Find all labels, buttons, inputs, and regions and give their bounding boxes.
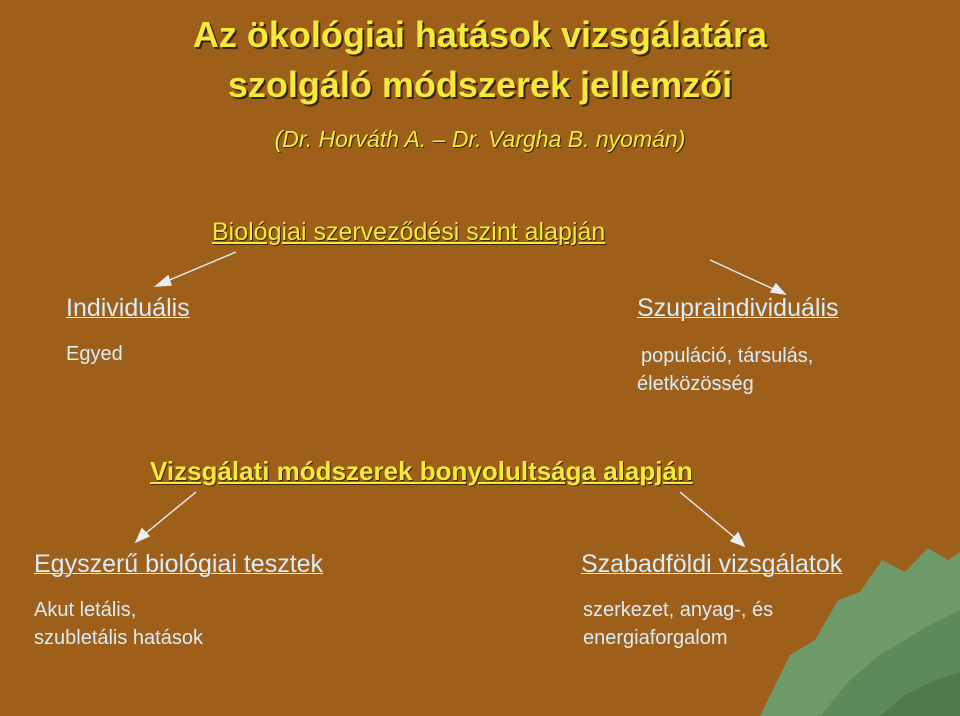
individualis-label: Individuális xyxy=(66,294,190,322)
title-line-2: szolgáló módszerek jellemzői xyxy=(227,64,733,105)
title-line-1: Az ökológiai hatások vizsgálatára xyxy=(192,14,768,55)
szupraindividualis-desc-line-1: populáció, társulás, xyxy=(641,345,814,367)
szabadfoldi-desc-line-1: szerkezet, anyag-, és xyxy=(583,599,774,621)
arrow-to-egyszeru-tesztek xyxy=(136,492,196,542)
subtitle: (Dr. Horváth A. – Dr. Vargha B. nyomán) xyxy=(274,126,686,152)
individualis-desc: Egyed xyxy=(66,343,123,365)
szupraindividualis-desc-line-2: életközösség xyxy=(637,373,754,395)
egyszeru-tesztek-desc-line-1: Akut letális, xyxy=(34,599,137,621)
szabadfoldi-label: Szabadföldi vizsgálatok xyxy=(581,550,843,578)
egyszeru-tesztek-desc-line-2: szubletális hatások xyxy=(34,627,203,649)
arrow-to-individualis xyxy=(156,252,236,286)
arrow-to-szabadfoldi xyxy=(680,492,744,546)
section2-heading: Vizsgálati módszerek bonyolultsága alapján xyxy=(150,456,693,486)
arrow-to-szupraindividualis xyxy=(710,260,785,294)
section1-heading: Biológiai szerveződési szint alapján xyxy=(212,218,606,246)
szupraindividualis-label: Szupraindividuális xyxy=(637,294,839,322)
egyszeru-tesztek-label: Egyszerű biológiai tesztek xyxy=(34,550,324,578)
szabadfoldi-desc-line-2: energiaforgalom xyxy=(583,627,728,649)
